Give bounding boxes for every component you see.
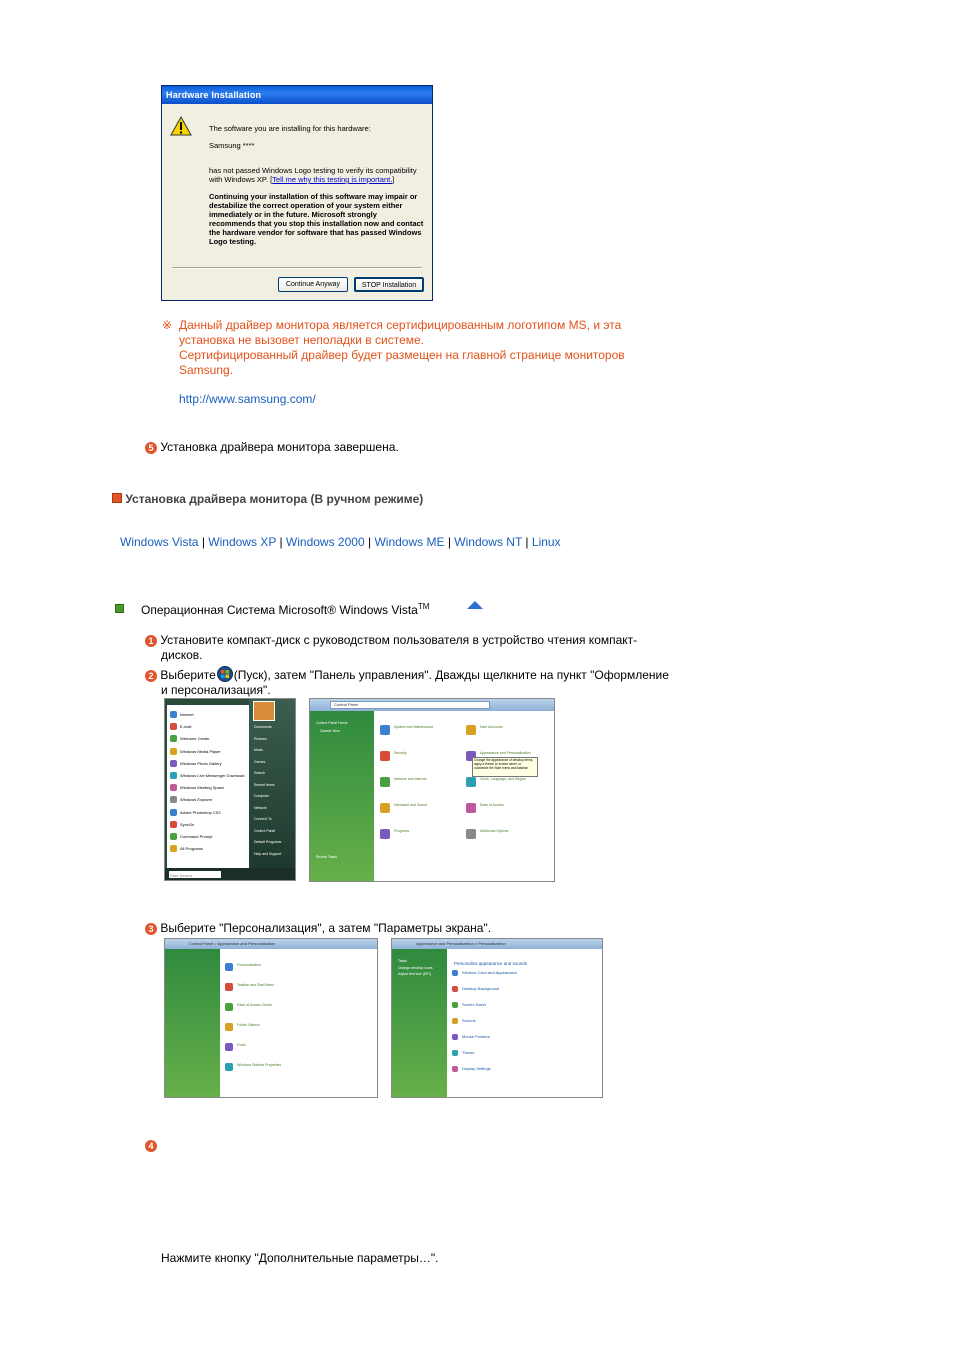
category-link: User Accounts: [480, 725, 503, 729]
item-icon: [225, 1003, 233, 1011]
item-icon: [225, 1043, 233, 1051]
item-icon: [225, 963, 233, 971]
start-menu-item: Windows Live Messenger Download: [180, 773, 245, 778]
start-menu-item: Windows Meeting Space: [180, 785, 225, 791]
category-link: Additional Options: [480, 829, 509, 833]
category-icon: [466, 803, 476, 813]
appearance-item: Personalization: [237, 963, 261, 967]
item-icon: [452, 1002, 458, 1008]
link-windows-xp[interactable]: Windows XP: [208, 535, 277, 549]
start-menu-right-item: Default Programs: [254, 840, 282, 844]
category-icon: [380, 829, 390, 839]
appearance-item: Taskbar and Start Menu: [237, 983, 275, 987]
step-4-text: Нажмите кнопку "Дополнительные параметры…".: [161, 1251, 439, 1265]
continue-anyway-button[interactable]: Continue Anyway: [278, 277, 348, 292]
category-link: Ease of Access: [480, 803, 504, 807]
stop-installation-button[interactable]: STOP Installation: [354, 277, 424, 292]
category-icon: [466, 829, 476, 839]
personalization-item: Desktop Background: [462, 986, 500, 991]
item-icon: [452, 1018, 458, 1024]
appearance-item: Folder Options: [237, 1023, 260, 1027]
item-icon: [452, 970, 458, 976]
category-link: Clock, Language, and Region: [480, 777, 527, 781]
program-icon: [170, 784, 177, 791]
start-menu-item: Command Prompt: [180, 834, 213, 839]
start-menu-right-item: Connect To: [254, 817, 272, 821]
personalization-item: Screen Saver: [462, 1002, 487, 1007]
control-panel-screenshot: Control Panel Control Panel Home Classic View Recent Tasks System and Maintenance Security Network and Internet Hardware and Sound Programs User Accounts Appearance and Personalization Clock, Language, and Region Ease of Access Additional Options Change the appearance of desktop items, apply a theme or screen saver, or customize the Start menu and taskbar.: [309, 698, 555, 882]
start-menu-right-item: Pictures: [254, 736, 267, 741]
step-number-badge: 2: [145, 670, 157, 682]
start-menu-item: All Programs: [180, 846, 203, 852]
category-icon: [380, 725, 390, 735]
link-windows-me[interactable]: Windows ME: [374, 535, 445, 549]
category-icon: [466, 725, 476, 735]
appearance-item: Fonts: [237, 1043, 246, 1047]
start-menu-right-item: Network: [254, 805, 267, 810]
appearance-item: Windows Sidebar Properties: [237, 1063, 282, 1067]
start-menu-right-item: Computer: [254, 794, 270, 798]
category-link: System and Maintenance: [394, 725, 434, 729]
personalization-screenshot: Appearance and Personalization > Personalization Tasks Change desktop icons Adjust font size (DPI) Personalize appearance and sounds Window Color and Appearance Desktop Background Screen Saver Sounds Mouse Pointers Theme Display Settings: [391, 938, 603, 1098]
start-menu-right-item: Recent Items: [254, 782, 275, 787]
dialog-line1: The software you are installing for this hardware:: [209, 124, 371, 133]
step-5: 5 Установка драйвера монитора завершена.: [145, 440, 399, 455]
start-menu-item: Internet: [180, 712, 194, 717]
green-bullet-icon: [115, 600, 124, 618]
samsung-link[interactable]: http://www.samsung.com/: [179, 392, 316, 406]
item-icon: [452, 1066, 458, 1072]
program-icon: [170, 760, 177, 767]
program-icon: [170, 735, 177, 742]
dialog-line2: has not passed Windows Logo testing to verify its compatibility with Windows XP. [Tell me why this testing is important.]: [209, 166, 417, 184]
item-icon: [225, 1023, 233, 1031]
program-icon: [170, 845, 177, 852]
link-windows-vista[interactable]: Windows Vista: [120, 535, 199, 549]
start-menu-right-item: Music: [254, 748, 264, 752]
category-icon: [380, 751, 390, 761]
start-menu-item: E-mail: [180, 724, 192, 730]
step-4-badge: 4: [145, 1136, 157, 1154]
personalization-item: Mouse Pointers: [462, 1034, 490, 1039]
step-3: 3 Выберите "Персонализация", а затем "Параметры экрана".: [145, 921, 491, 936]
category-link: Programs: [394, 829, 410, 833]
start-search: Start Search: [170, 873, 193, 878]
top-arrow-icon[interactable]: [466, 600, 484, 610]
hardware-installation-dialog: [161, 85, 433, 301]
start-menu-item: Welcome Center: [180, 736, 210, 742]
start-menu-screenshot: [164, 698, 296, 881]
category-link: Appearance and Personalization: [480, 751, 531, 755]
link-windows-2000[interactable]: Windows 2000: [285, 535, 365, 549]
program-icon: [170, 711, 177, 718]
vista-heading: Операционная Система Microsoft® Windows Vista™: [141, 602, 430, 617]
personalization-item: Display Settings: [462, 1066, 491, 1071]
personalization-item: Theme: [462, 1050, 475, 1055]
dialog-device: Samsung ****: [209, 141, 255, 150]
appearance-screenshot: Control Panel > Appearance and Personalization Personalization Taskbar and Start Menu Ease of Access Center Folder Options Fonts Windows Sidebar Properties: [164, 938, 378, 1098]
category-link: Hardware and Sound: [394, 803, 428, 807]
warning-icon: [170, 116, 192, 136]
program-icon: [170, 821, 177, 828]
section-heading: Установка драйвера монитора (В ручном режиме): [112, 492, 423, 506]
start-menu-right-item: Control Panel: [254, 828, 276, 833]
step-number-badge: 5: [145, 442, 157, 454]
item-icon: [452, 1034, 458, 1040]
link-windows-nt[interactable]: Windows NT: [454, 535, 523, 549]
start-menu-right-item: Help and Support: [254, 851, 282, 856]
start-menu-item: SyncOn: [180, 821, 195, 827]
program-icon: [170, 809, 177, 816]
step-number-badge: 3: [145, 923, 157, 935]
os-links: Windows Vista | Windows XP | Windows 2000 | Windows ME | Windows NT | Linux: [120, 535, 561, 549]
program-icon: [170, 723, 177, 730]
arrow-bullet-icon: [112, 493, 122, 503]
dialog-warning: Continuing your installation of this software may impair or destabilize the correct operation of your system either immediately or in the future. Microsoft strongly recommends that you stop this installation now and contact the hardware vendor for software that has passed Windows Logo testing.: [209, 192, 424, 246]
start-menu-right-item: Search: [254, 771, 266, 775]
note-mark: ※: [162, 318, 173, 332]
tell-me-why-link[interactable]: Tell me why this testing is important.: [272, 175, 393, 184]
item-icon: [452, 1050, 458, 1056]
item-icon: [225, 1063, 233, 1071]
category-link: Security: [394, 751, 407, 755]
vista-start-orb-icon: [216, 666, 234, 682]
step-number-badge: 1: [145, 635, 157, 647]
start-menu-item: Windows Explorer: [180, 797, 213, 803]
start-menu-right-item: Games: [254, 759, 266, 764]
start-menu-item: Windows Photo Gallery: [180, 760, 222, 766]
step-2: 2 Выберите (Пуск), затем "Панель управления". Дважды щелкните на пункт "Оформление и персонализация".: [145, 666, 745, 698]
dialog-title: Hardware Installation: [162, 86, 432, 104]
program-icon: [170, 796, 177, 803]
program-icon: [170, 772, 177, 779]
category-icon: [380, 777, 390, 787]
category-icon: [380, 803, 390, 813]
item-icon: [225, 983, 233, 991]
note-text: Данный драйвер монитора является сертифицированным логотипом MS, и эта установка не вызовет неполадки в системе. Сертифицированный драйвер будет размещен на главной странице мониторов Samsung.: [179, 318, 625, 377]
start-menu-item: Adobe Photoshop CS2: [180, 809, 221, 815]
appearance-item: Ease of Access Center: [237, 1003, 273, 1007]
start-menu-right-item: Documents: [254, 725, 272, 729]
category-icon: [466, 777, 476, 787]
dialog-separator: [172, 267, 422, 269]
personalization-item: Window Color and Appearance: [462, 970, 518, 975]
category-link: Network and Internet: [394, 777, 427, 781]
step-1: 1 Установите компакт-диск с руководством пользователя в устройство чтения компакт- дисков.: [145, 633, 725, 663]
item-icon: [452, 986, 458, 992]
program-icon: [170, 833, 177, 840]
start-menu-item: Windows Media Player: [180, 748, 221, 754]
personalization-item: Sounds: [462, 1018, 476, 1023]
link-linux[interactable]: Linux: [531, 535, 561, 549]
program-icon: [170, 748, 177, 755]
